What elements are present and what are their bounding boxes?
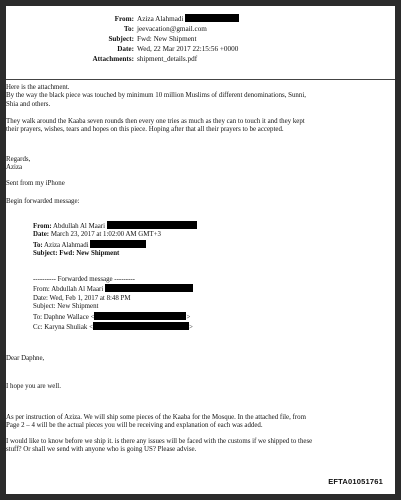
text-line: Here is the attachment.	[6, 84, 70, 91]
fwd2-from-row	[33, 284, 193, 294]
redaction-box	[93, 322, 189, 330]
text-line: I would like to know before we ship it. is there any issues will be faced with the customs if we shipped to these	[6, 438, 313, 445]
intro-paragraph	[6, 84, 386, 109]
redaction-box	[94, 312, 186, 320]
letter-paragraph-2	[6, 438, 386, 455]
header-to-value: jeevacation@gmail.com	[137, 25, 207, 33]
fwd2-date-text: Date: Wed, Feb 1, 2017 at 8:48 PM	[33, 294, 131, 302]
email-header	[6, 14, 395, 64]
sent-from-line	[6, 180, 386, 188]
text-line: Sent from my iPhone	[6, 180, 65, 187]
header-attachments-row	[6, 54, 395, 64]
fwd1-date-label: Date:	[33, 231, 50, 239]
forwarded-header-2	[33, 276, 193, 332]
fwd1-from-value: Abdullah Al Maari	[52, 223, 106, 230]
redaction-box	[90, 240, 146, 248]
fwd1-from-row	[33, 221, 197, 231]
fwd2-to-row	[33, 312, 193, 322]
text-line: I hope you are well.	[6, 383, 61, 390]
fwd2-from-text: From: Abdullah Al Maari	[33, 286, 104, 294]
header-from-value	[137, 14, 239, 24]
text-line: Dear Daphne,	[6, 355, 45, 362]
text-line: They walk around the Kaaba seven rounds then every one tries as much as they can to touch it and they kept	[6, 118, 305, 125]
fwd1-from-label: From:	[33, 223, 52, 230]
fwd2-cc-end: >	[188, 324, 193, 332]
document-page	[6, 6, 395, 494]
header-from-name: Aziza Alahmadi	[137, 15, 184, 23]
fwd1-date-row	[33, 231, 197, 239]
begin-forwarded-line	[6, 198, 386, 206]
text-line: Shia and others.	[6, 100, 51, 108]
redaction-box	[185, 14, 239, 22]
signature	[6, 156, 386, 173]
header-date-value: Wed, 22 Mar 2017 22:15:56 +0000	[137, 45, 239, 53]
redaction-box	[107, 221, 197, 229]
fwd2-cc-row	[33, 322, 193, 332]
text-line: Aziza	[6, 164, 23, 172]
header-divider	[6, 79, 395, 80]
text-line: stuff? Or shall we send with anyone who is going US? Please advise.	[6, 446, 197, 454]
header-date-row	[6, 44, 395, 54]
fwd1-subject-label: Subject:	[33, 250, 58, 258]
text-line: As per instruction of Aziza. We will ship some pieces of the Kaaba for the Mosque. In the attached file, from	[6, 414, 306, 421]
fwd2-to-end: >	[186, 313, 191, 321]
document-id: EFTA01051761	[328, 477, 383, 486]
redaction-box	[105, 284, 193, 292]
fwd1-date-value: March 23, 2017 at 1:02:00 AM GMT+3	[50, 231, 161, 239]
header-to-row	[6, 24, 395, 34]
header-from-label: From:	[114, 15, 134, 23]
header-to-label: To:	[123, 25, 134, 33]
text-line: Page 2 – 4 will be the actual pieces you will be receiving and explanation of each was added.	[6, 422, 263, 430]
fwd1-to-value: Aziza Alahmadi	[44, 241, 89, 249]
header-subject-row	[6, 34, 395, 44]
text-line: By the way the black piece was touched by minimum 10 million Muslims of different denominations, Sunni,	[6, 92, 306, 100]
text-line: Regards,	[6, 156, 31, 163]
text-line: their prayers, wishes, tears and hopes on this piece. Hoping after that all their prayers to be accepted.	[6, 126, 284, 134]
letter-paragraph-1	[6, 414, 386, 431]
header-subject-value: Fwd: New Shipment	[137, 35, 197, 43]
header-from-row	[6, 14, 395, 24]
header-subject-label: Subject:	[108, 35, 134, 43]
fwd1-subject-value: Fwd: New Shipment	[59, 250, 120, 258]
kaaba-paragraph	[6, 118, 386, 135]
forwarded-header-1	[33, 221, 197, 259]
header-attachments-label: Attachments:	[92, 55, 134, 63]
fwd2-to-text: To: Daphne Wallace <	[33, 313, 95, 321]
fwd2-subject-text: Subject: New Shipment	[33, 303, 99, 311]
text-line: Begin forwarded message:	[6, 198, 80, 205]
letter-greeting	[6, 355, 386, 363]
letter-hope	[6, 383, 386, 391]
fwd1-to-row	[33, 240, 197, 250]
header-date-label: Date:	[117, 45, 134, 53]
fwd1-subject-row	[33, 250, 197, 258]
fwd2-cc-text: Cc: Karyna Shuliak <	[33, 324, 93, 332]
fwd1-to-label: To:	[33, 241, 43, 249]
forwarded-divider: ---------- Forwarded message ---------	[33, 276, 135, 283]
header-attachments-value: shipment_details.pdf	[137, 55, 198, 63]
